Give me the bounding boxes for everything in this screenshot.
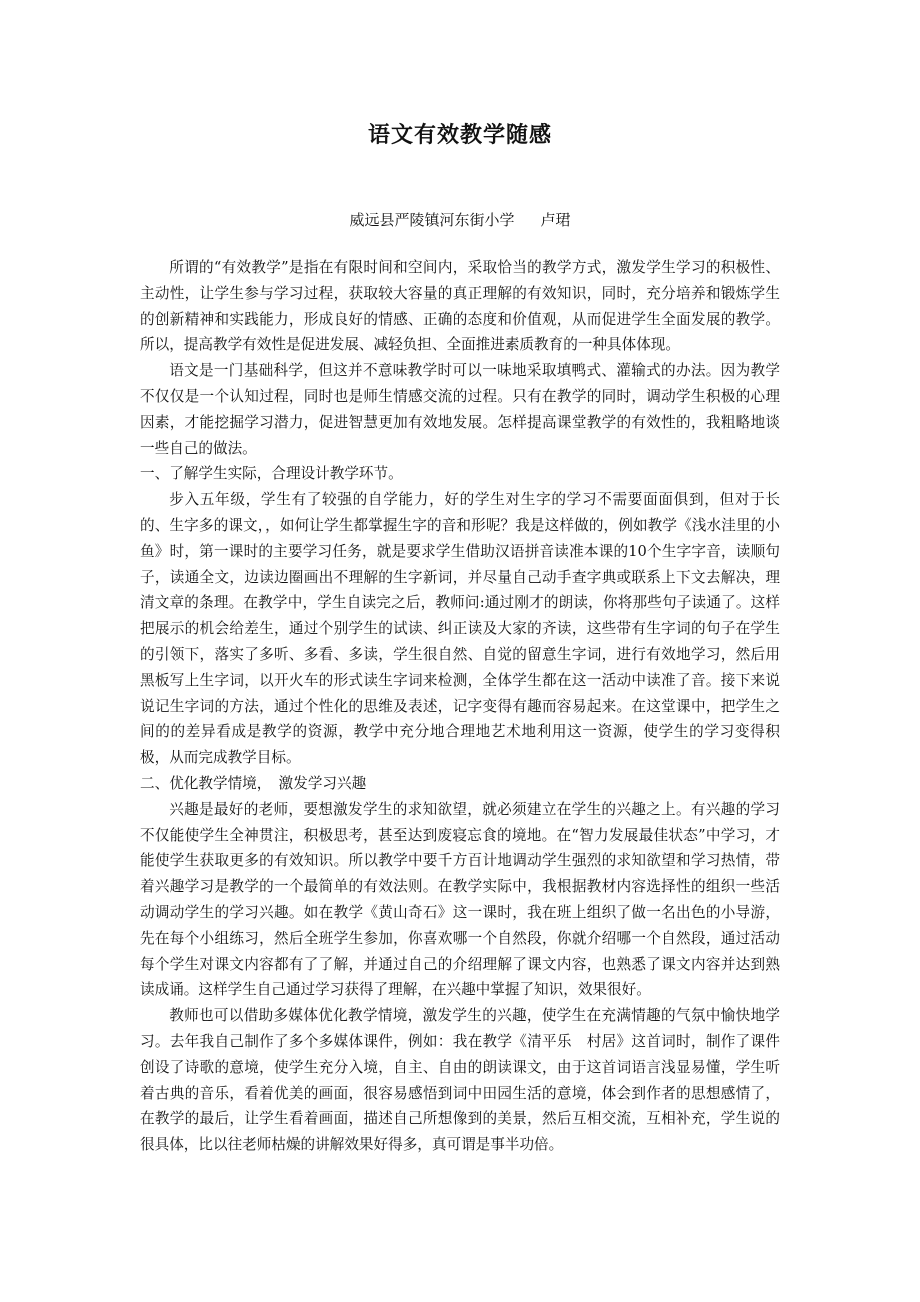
paragraph: 兴趣是最好的老师，要想激发学生的求知欲望，就必须建立在学生的兴趣之上。有兴趣的学习不仅能使学生全神贯注，积极思考，甚至达到废寝忘食的境地。在“智力发展最佳状态”中学习，才能使学生获取更多的有效知识。所以教学中要千方百计地调动学生强烈的求知欲望和学习热情，带着兴趣学习是教学的一个最简单的有效法则。在教学实际中，我根据教材内容选择性的组织一些活动调动学生的学习兴趣。如在教学《黄山奇石》这一课时，我在班上组织了做一名出色的小导游，先在每个小组练习，然后全班学生参加，你喜欢哪一个自然段，你就介绍哪一个自然段，通过活动每个学生对课文内容都有了了解，并通过自己的介绍理解了课文内容，也熟悉了课文内容并达到熟读成诵。这样学生自己通过学习获得了理解，在兴趣中掌握了知识，效果很好。 <box>140 800 780 999</box>
author-line <box>0 208 920 232</box>
paragraph: 教师也可以借助多媒体优化教学情境，激发学生的兴趣，使学生在充满情趣的气氛中愉快地学习。去年我自己制作了多个多媒体课件，例如：我在教学《清平乐 村居》这首词时，制作了课件创设了诗歌的意境，使学生充分入境，自主、自由的朗读课文，由于这首词语言浅显易懂，学生听着古典的音乐，看着优美的画面，很容易感悟到词中田园生活的意境，体会到作者的思想感情了，在教学的最后，让学生看着画面，描述自己所想像到的美景，然后互相交流，互相补充，学生说的很具体，比以往老师枯燥的讲解效果好得多，真可谓是事半功倍。 <box>140 1007 780 1154</box>
section-heading: 二、优化教学情境， 激发学习兴趣 <box>140 774 367 792</box>
paragraph: 步入五年级，学生有了较强的自学能力，好的学生对生字的学习不需要面面俱到，但对于长的、生字多的课文，，如何让学生都掌握生字的音和形呢？我是这样做的，例如教学《浅水洼里的小鱼》时，第一课时的主要学习任务，就是要求学生借助汉语拼音读准本课的10个生字字音，读顺句子，读通全文，边读边圈画出不理解的生字新词，并尽量自己动手查字典或联系上下文去解决，理清文章的条理。在教学中，学生自读完之后，教师问:通过刚才的朗读，你将那些句子读通了。这样把展示的机会给差生，通过个别学生的试读、纠正读及大家的齐读，这些带有生字词的句子在学生的引领下，落实了多听、多看、多读，学生很自然、自觉的留意生字词，进行有效地学习，然后用黑板写上生字词，以开火车的形式读生字词来检测，全体学生都在这一活动中读准了音。接下来说说记生字词的方法，通过个性化的思维及表述，记字变得有趣而容易起来。在这堂课中，把学生之间的的差异看成是教学的资源，教学中充分地合理地艺术地利用这一资源，使学生的学习变得积极，从而完成教学目标。 <box>140 491 780 767</box>
paragraph: 语文是一门基础科学，但这并不意味教学时可以一味地采取填鸭式、灌输式的办法。因为教学不仅仅是一个认知过程，同时也是师生情感交流的过程。只有在教学的同时，调动学生积极的心理因素，才能挖掘学习潜力，促进智慧更加有效地发展。怎样提高课堂教学的有效性的，我粗略地谈一些自己的做法。 <box>140 362 780 457</box>
section-heading: 一、了解学生实际，合理设计教学环节。 <box>140 465 403 483</box>
author-name: 卢珺 <box>540 211 571 229</box>
document-title: 语文有效教学随感 <box>367 122 552 148</box>
author-affiliation: 威远县严陵镇河东街小学 <box>349 211 515 229</box>
document-body <box>140 255 780 1158</box>
paragraph: 所谓的“有效教学”是指在有限时间和空间内，采取恰当的教学方式，激发学生学习的积极性、主动性，让学生参与学习过程，获取较大容量的真正理解的有效知识，同时，充分培养和锻炼学生的创新精神和实践能力，形成良好的情感、正确的态度和价值观，从而促进学生全面发展的教学。所以，提高教学有效性是促进发展、减轻负担、全面推进素质教育的一种具体体现。 <box>140 259 780 354</box>
